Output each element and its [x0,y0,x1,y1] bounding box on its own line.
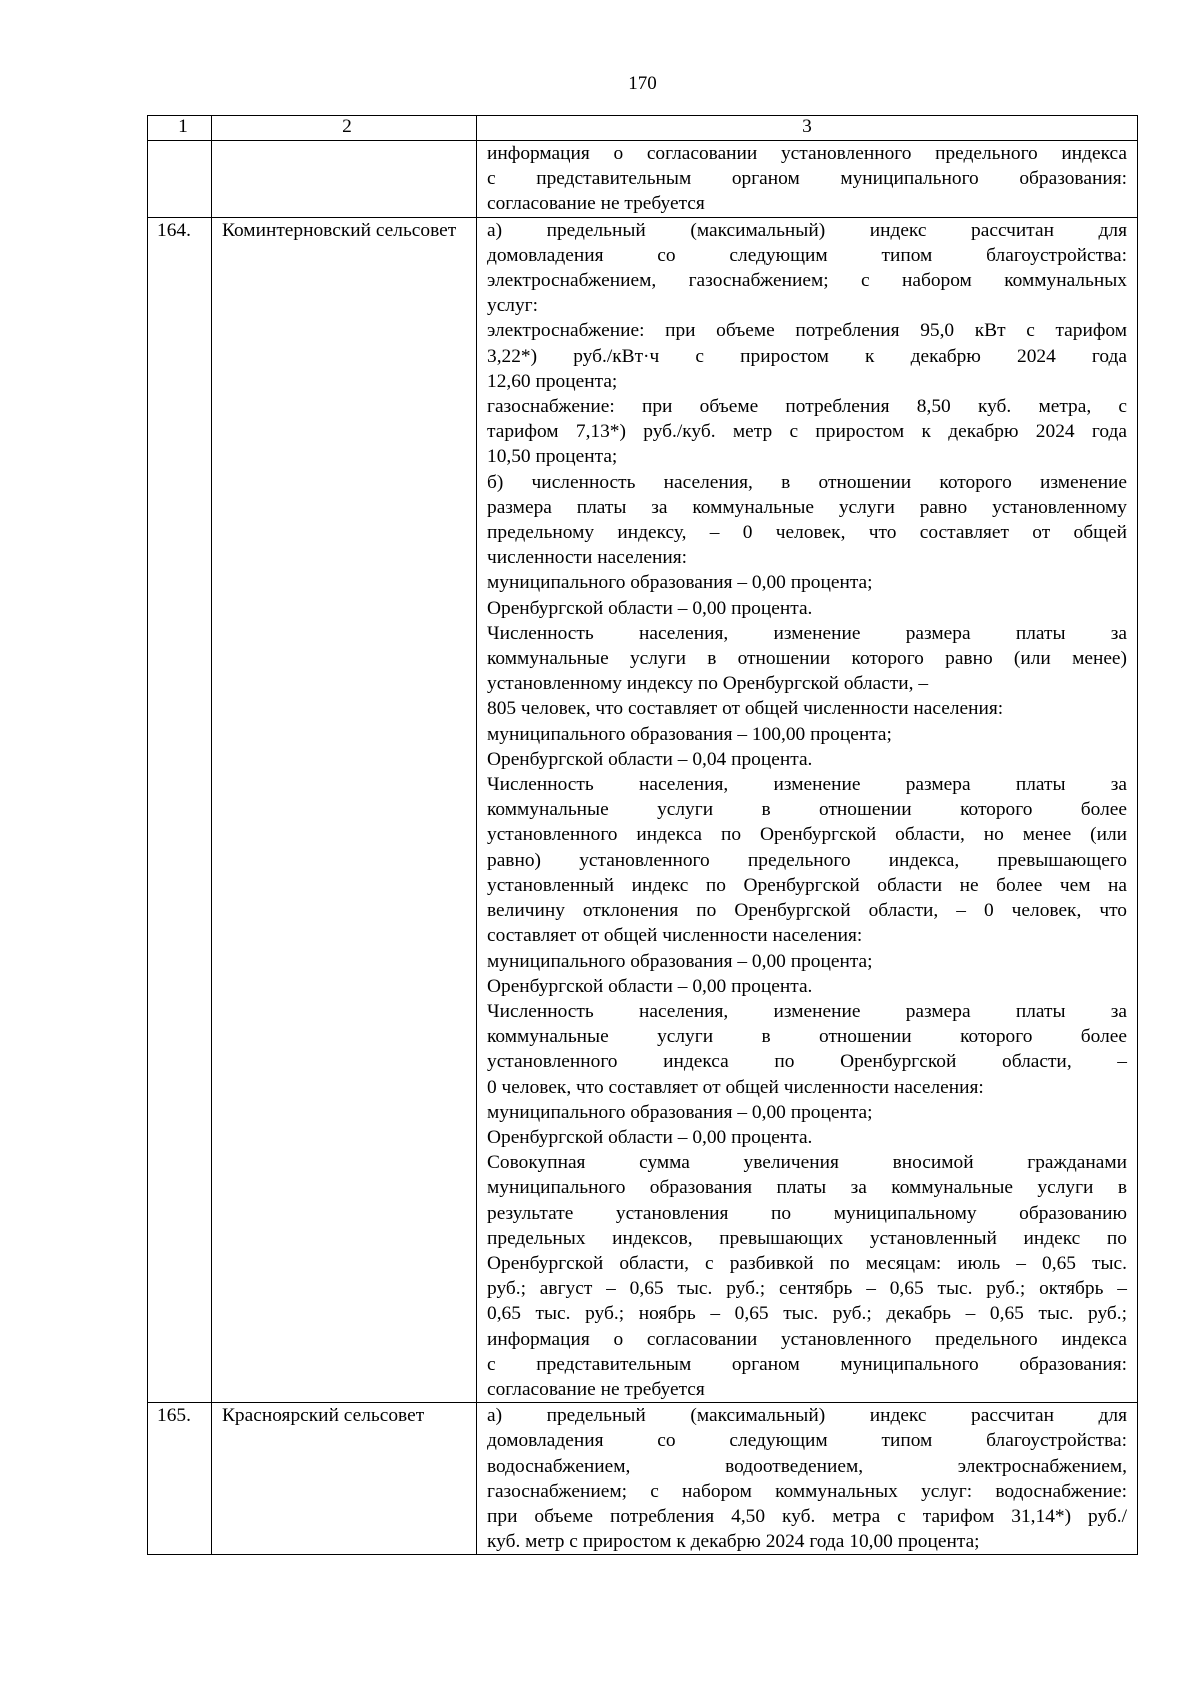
header-col-1: 1 [148,116,212,141]
text-line: коммунальные услуги в отношении которого более [487,1026,1127,1048]
text-line: а) предельный (максимальный) индекс рассчитан для [487,219,1127,241]
text-line: 10,50 процента; [487,446,618,468]
text-line: коммунальные услуги в отношении которого равно (или менее) [487,648,1127,670]
text-line: электроснабжением, газоснабжением; с набором коммунальных [487,270,1127,292]
text-line: 0 человек, что составляет от общей численности населения: [487,1076,984,1098]
text-line: услуг: [487,295,539,317]
text-line: размера платы за коммунальные услуги равно установленному [487,496,1127,518]
text-line: установленного индекса по Оренбургской области, но менее (или [487,824,1127,846]
row-number: 165. [148,1403,212,1555]
row-number: 164. [148,217,212,1403]
text-line: 0,65 тыс. руб.; ноябрь – 0,65 тыс. руб.; декабрь – 0,65 тыс. руб.; [487,1303,1127,1325]
text-line: водоснабжением, водоотведением, электроснабжением, [487,1455,1127,1477]
text-line: при объеме потребления 4,50 куб. метра с тарифом 31,14*) руб./ [487,1505,1127,1527]
text-line: муниципального образования – 0,00 процента; [487,572,873,594]
text-line: б) численность населения, в отношении которого изменение [487,471,1127,493]
table-row [148,141,1138,218]
table-header-row [148,116,1138,141]
text-line: муниципального образования – 100,00 процента; [487,723,892,745]
text-line: установленного индекса по Оренбургской области, – [487,1051,1127,1073]
text-line: муниципального образования – 0,00 процента; [487,1101,873,1123]
text-line: информация о согласовании установленного предельного индекса [487,143,1127,164]
text-line: с представительным органом муниципального образования: [487,168,1127,190]
document-table [147,115,1138,1555]
text-line: тарифом 7,13*) руб./куб. метр с приростом к декабрю 2024 года [487,421,1127,443]
text-line: установленный индекс по Оренбургской области не более чем на [487,874,1127,896]
description-cell [477,1403,1138,1555]
text-line: величину отклонения по Оренбургской области, – 0 человек, что [487,900,1127,922]
municipality-name [212,141,477,218]
text-line: Совокупная сумма увеличения вносимой гражданами [487,1152,1127,1174]
text-line: Численность населения, изменение размера платы за [487,1000,1127,1022]
text-line: домовладения со следующим типом благоустройства: [487,1430,1127,1452]
text-line: муниципального образования платы за коммунальные услуги в [487,1177,1127,1199]
text-line: руб.; август – 0,65 тыс. руб.; сентябрь – 0,65 тыс. руб.; октябрь – [487,1278,1127,1300]
text-line: газоснабжение: при объеме потребления 8,50 куб. метра, с [487,396,1127,418]
header-col-3: 3 [477,116,1138,141]
text-line: согласование не требуется [487,1378,705,1400]
text-line: Численность населения, изменение размера платы за [487,774,1127,796]
text-line: электроснабжение: при объеме потребления 95,0 кВт с тарифом [487,320,1127,342]
text-line: численности населения: [487,547,688,569]
text-line: установленному индексу по Оренбургской области, – [487,673,929,695]
row-number [148,141,212,218]
text-line: коммунальные услуги в отношении которого более [487,799,1127,821]
text-line: Оренбургской области – 0,04 процента. [487,748,813,770]
municipality-name: Коминтерновский сельсовет [212,217,477,1403]
text-line: Оренбургской области – 0,00 процента. [487,597,813,619]
header-col-2: 2 [212,116,477,141]
text-line: а) предельный (максимальный) индекс рассчитан для [487,1405,1127,1427]
text-line: домовладения со следующим типом благоустройства: [487,244,1127,266]
text-line: Оренбургской области – 0,00 процента. [487,1126,813,1148]
text-line: газоснабжением; с набором коммунальных услуг: водоснабжение: [487,1480,1127,1502]
text-line: составляет от общей численности населения: [487,925,863,947]
text-line: 12,60 процента; [487,370,618,392]
text-line: муниципального образования – 0,00 процента; [487,950,873,972]
table-row [148,1403,1138,1555]
text-line: Оренбургской области, с разбивкой по месяцам: июль – 0,65 тыс. [487,1252,1127,1274]
text-line: 3,22*) руб./кВт·ч с приростом к декабрю 2024 года [487,345,1127,367]
text-line: информация о согласовании установленного предельного индекса [487,1328,1127,1350]
table-row [148,217,1138,1403]
text-line: согласование не требуется [487,193,705,215]
text-line: с представительным органом муниципального образования: [487,1353,1127,1375]
text-line: куб. метр с приростом к декабрю 2024 года 10,00 процента; [487,1531,980,1553]
text-line: Оренбургской области – 0,00 процента. [487,975,813,997]
text-line: равно) установленного предельного индекса, превышающего [487,849,1127,871]
text-line: предельных индексов, превышающих установленный индекс по [487,1227,1127,1249]
text-line: результате установления по муниципальному образованию [487,1202,1127,1224]
page-number: 170 [628,73,657,94]
text-line: Численность населения, изменение размера платы за [487,622,1127,644]
text-line: предельному индексу, – 0 человек, что составляет от общей [487,522,1127,544]
text-line: 805 человек, что составляет от общей численности населения: [487,698,1004,720]
description-cell [477,141,1138,218]
description-cell [477,217,1138,1403]
municipality-name: Красноярский сельсовет [212,1403,477,1555]
